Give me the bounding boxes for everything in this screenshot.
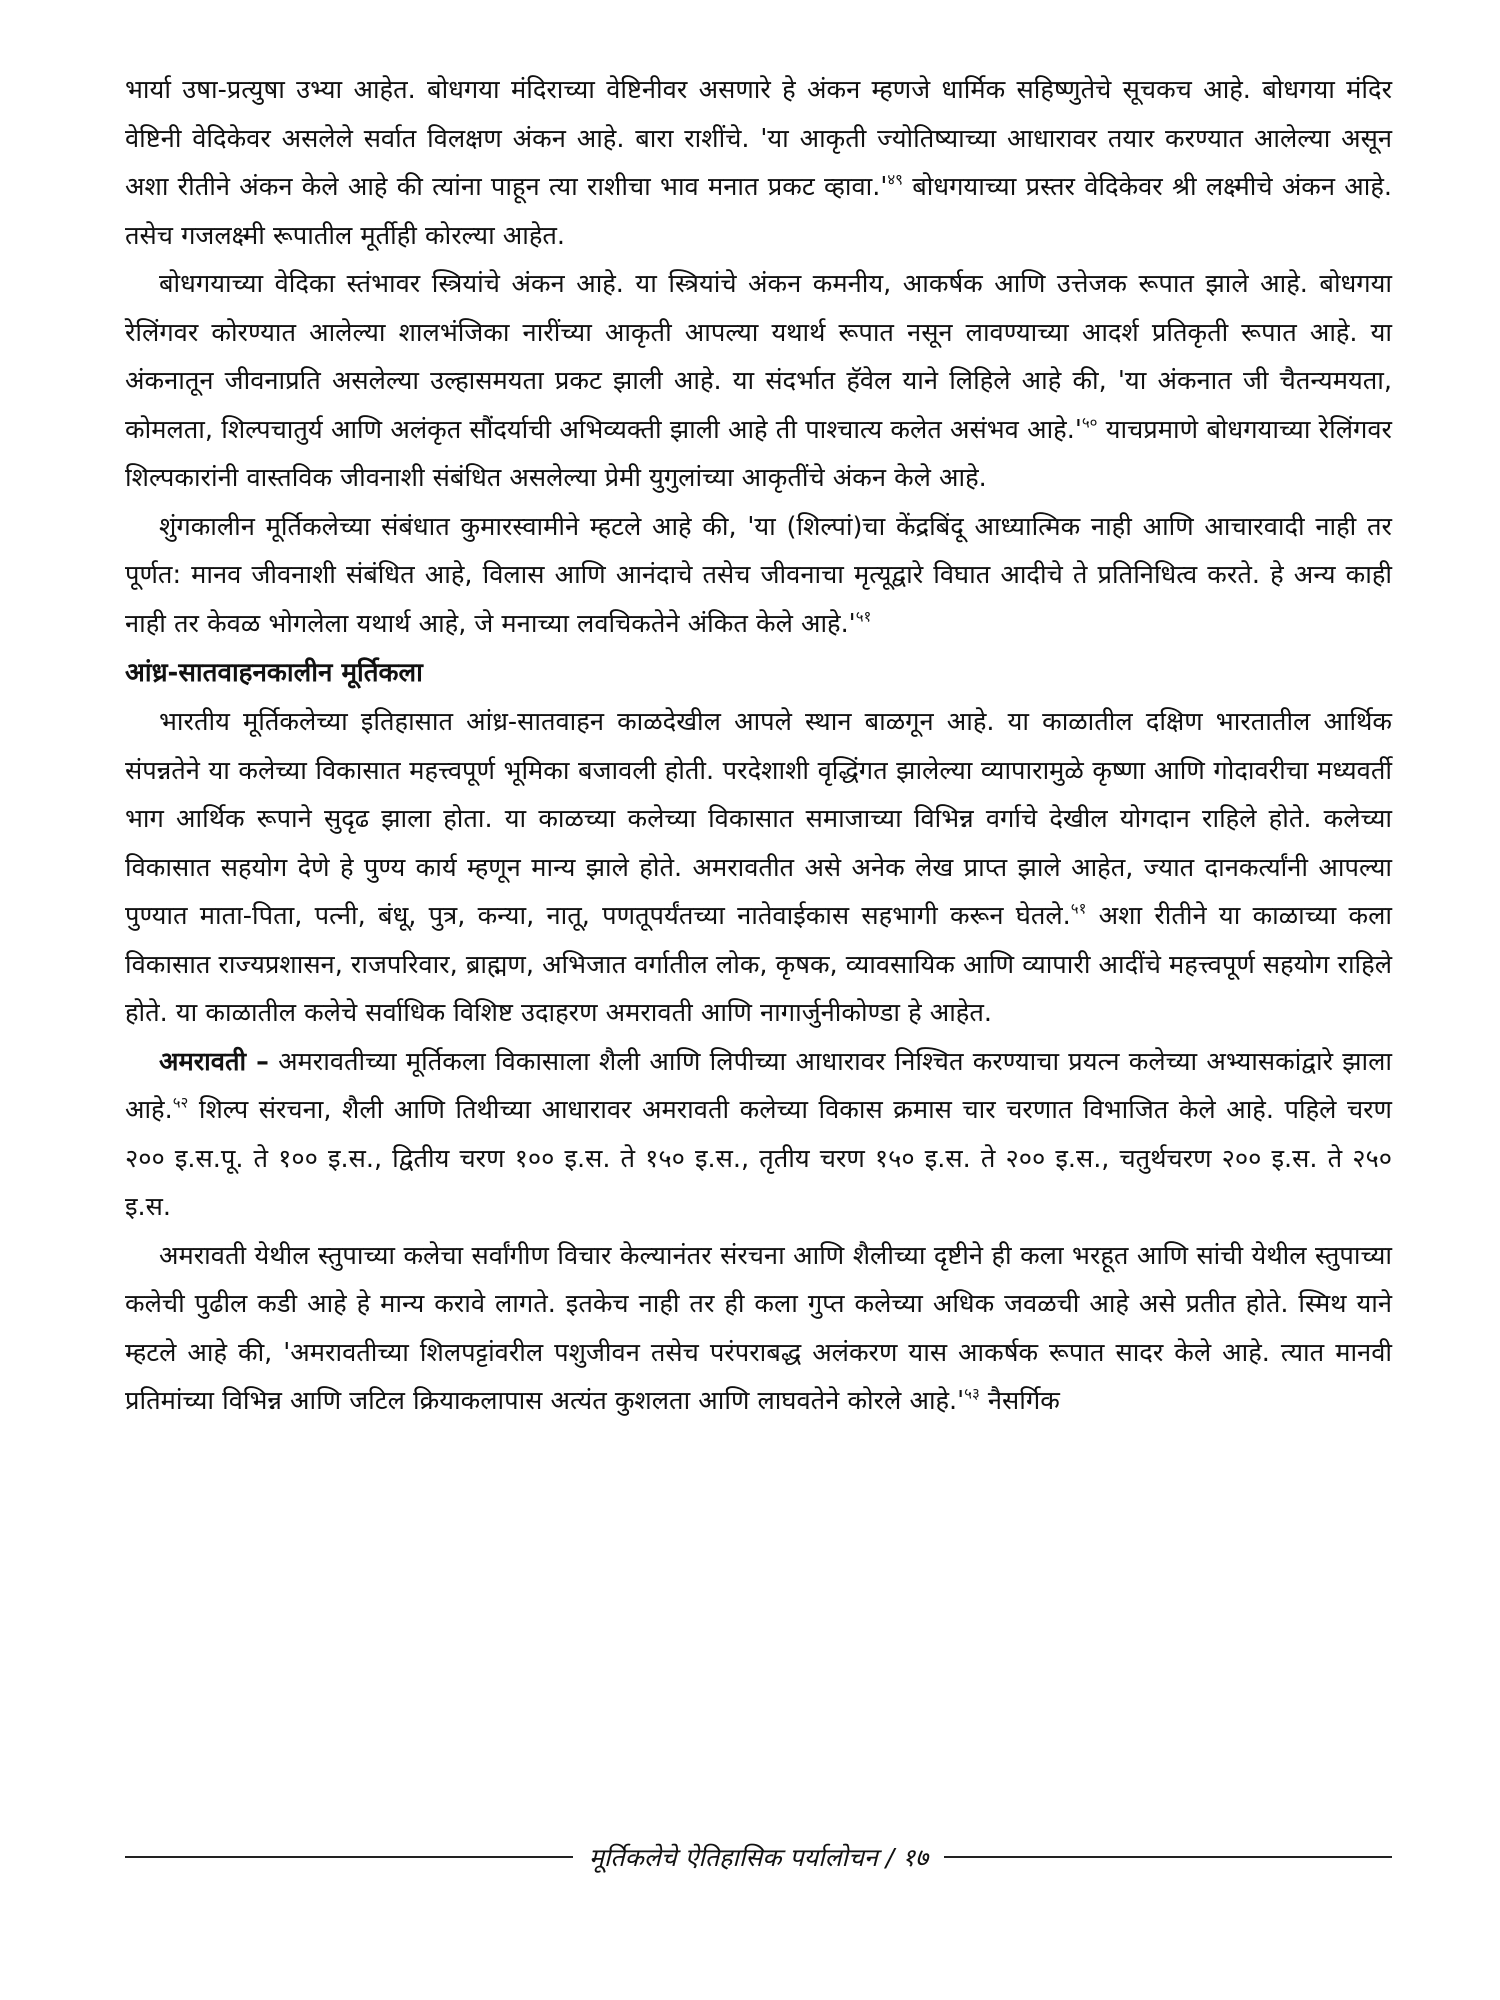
footnote-ref-49: ४९ (887, 170, 903, 189)
paragraph-2 (125, 260, 1392, 503)
footnote-ref-50: ५० (1081, 413, 1098, 431)
paragraph-6-text-cont: नैसर्गिक (979, 1386, 1060, 1416)
footer-rule-right (944, 1856, 1392, 1858)
page-footer (125, 1840, 1392, 1874)
paragraph-6 (125, 1232, 1392, 1426)
paragraph-1-text-cont: बोधगयाच्या प्रस्तर वेदिकेवर श्री लक्ष्मीचे अंकन आहे. तसेच गजलक्ष्मी रूपातील मूर्तीही कोरल्या आहेत. (125, 172, 1392, 251)
section-heading: आंध्र-सातवाहनकालीन मूर्तिकला (125, 658, 423, 688)
paragraph-3 (125, 503, 1392, 649)
paragraph-3-text: शुंगकालीन मूर्तिकलेच्या संबंधात कुमारस्वामीने म्हटले आहे की, 'या (शिल्पां)चा केंद्रबिंदू आध्यात्मिक नाही आणि आचारवादी नाही तर पूर्णत: मानव जीवनाशी संबंधित आहे, विलास आणि आनंदाचे तसेच जीवनाचा मृत्यूद्वारे विघात आदीचे ते प्रतिनिधित्व करते. हे अन्य काही नाही तर केवळ भोगलेला यथार्थ आहे, जे मनाच्या लवचिकतेने अंकित केले आहे.' (125, 511, 1392, 639)
paragraph-1-text: भार्या उषा-प्रत्युषा उभ्या आहेत. बोधगया मंदिराच्या वेष्टिनीवर असणारे हे अंकन म्हणजे धार्मिक सहिष्णुतेचे सूचकच आहे. बोधगया मंदिर वेष्टिनी वेदिकेवर असलेले सर्वात विलक्षण अंकन आहे. बारा राशींचे. 'या आकृती ज्योतिष्याच्या आधारावर तयार करण्यात आलेल्या असून अशा रीतीने अंकन केले आहे की त्यांना पाहून त्या राशीचा भाव मनात प्रकट व्हावा.' (125, 75, 1392, 202)
footnote-ref-52: ५२ (172, 1093, 189, 1112)
footnote-ref-51b: ५१ (1070, 899, 1087, 918)
footnote-ref-53: ५३ (964, 1384, 980, 1403)
paragraph-2-text: बोधगयाच्या वेदिका स्तंभावर स्त्रियांचे अंकन आहे. या स्त्रियांचे अंकन कमनीय, आकर्षक आणि उत्तेजक रूपात झाले आहे. बोधगया रेलिंगवर कोरण्यात आलेल्या शालभंजिका नारींच्या आकृती आपल्या यथार्थ रूपात नसून लावण्याच्या आदर्श प्रतिकृती रूपात आहे. या अंकनातून जीवनाप्रति असलेल्या उल्हासमयता प्रकट झाली आहे. या संदर्भात हॅवेल याने लिहिले आहे की, 'या अंकनात जी चैतन्यमयता, कोमलता, शिल्पचातुर्य आणि अलंकृत सौंदर्याची अभिव्यक्ती झाली आहे ती पाश्चात्य कलेत असंभव आहे.' (125, 269, 1392, 445)
paragraph-2-text-cont: याचप्रमाणे बोधगयाच्या रेलिंगवर शिल्पकारांनी वास्तविक जीवनाशी संबंधित असलेल्या प्रेमी युगुलांच्या आकृतींचे अंकन केले आहे. (125, 414, 1392, 493)
paragraph-4 (125, 698, 1392, 1038)
footer-title: मूर्तिकलेचे ऐतिहासिक पर्यालोचन / १७ (588, 1843, 929, 1872)
footnote-ref-51: ५१ (855, 607, 872, 625)
paragraph-4-text-cont: अशा रीतीने या काळाच्या कला विकासात राज्यप्रशासन, राजपरिवार, ब्राह्मण, अभिजात वर्गातील लोक, कृषक, व्यावसायिक आणि व्यापारी आदींचे महत्त्वपूर्ण सहयोग राहिले होते. या काळातील कलेचे सर्वाधिक विशिष्ट उदाहरण अमरावती आणि नागार्जुनीकोण्डा हे आहेत. (125, 901, 1392, 1028)
paragraph-5 (125, 1038, 1392, 1232)
footer-rule-left (125, 1856, 573, 1858)
paragraph-5-text: अमरावतीच्या मूर्तिकला विकासाला शैली आणि लिपीच्या आधारावर निश्चित करण्याचा प्रयत्न कलेच्या अभ्यासकांद्वारे झाला आहे. (125, 1046, 1392, 1125)
paragraph-1 (125, 66, 1392, 260)
paragraph-4-text: भारतीय मूर्तिकलेच्या इतिहासात आंध्र-सातवाहन काळदेखील आपले स्थान बाळगून आहे. या काळातील दक्षिण भारतातील आर्थिक संपन्नतेने या कलेच्या विकासात महत्त्वपूर्ण भूमिका बजावली होती. परदेशाशी वृद्धिंगत झालेल्या व्यापारामुळे कृष्णा आणि गोदावरीचा मध्यवर्ती भाग आर्थिक रूपाने सुदृढ झाला होता. या काळच्या कलेच्या विकासात समाजाच्या विभिन्न वर्गाचे देखील योगदान राहिले होते. कलेच्या विकासात सहयोग देणे हे पुण्य कार्य म्हणून मान्य झाले होते. अमरावतीत असे अनेक लेख प्राप्त झाले आहेत, ज्यात दानकर्त्यांनी आपल्या पुण्यात माता-पिता, पत्नी, बंधू, पुत्र, कन्या, नातू, पणतूपर्यंतच्या नातेवाईकास सहभागी करून घेतले. (125, 707, 1392, 931)
paragraph-5-text-cont: शिल्प संरचना, शैली आणि तिथीच्या आधारावर अमरावती कलेच्या विकास क्रमास चार चरणात विभाजित केले आहे. पहिले चरण २०० इ.स.पू. ते १०० इ.स., द्वितीय चरण १०० इ.स. ते १५० इ.स., तृतीय चरण १५० इ.स. ते २०० इ.स., चतुर्थचरण २०० इ.स. ते २५० इ.स. (125, 1095, 1392, 1222)
paragraph-6-text: अमरावती येथील स्तुपाच्या कलेचा सर्वांगीण विचार केल्यानंतर संरचना आणि शैलीच्या दृष्टीने ही कला भरहूत आणि सांची येथील स्तुपाच्या कलेची पुढील कडी आहे हे मान्य करावे लागते. इतकेच नाही तर ही कला गुप्त कलेच्या अधिक जवळची आहे असे प्रतीत होते. स्मिथ याने म्हटले आहे की, 'अमरावतीच्या शिलपट्टांवरील पशुजीवन तसेच परंपराबद्ध अलंकरण यास आकर्षक रूपात सादर केले आहे. त्यात मानवी प्रतिमांच्या विभिन्न आणि जटिल क्रियाकलापास अत्यंत कुशलता आणि लाघवतेने कोरले आहे.' (125, 1240, 1392, 1416)
paragraph-5-lead: अमरावती – (159, 1046, 269, 1077)
